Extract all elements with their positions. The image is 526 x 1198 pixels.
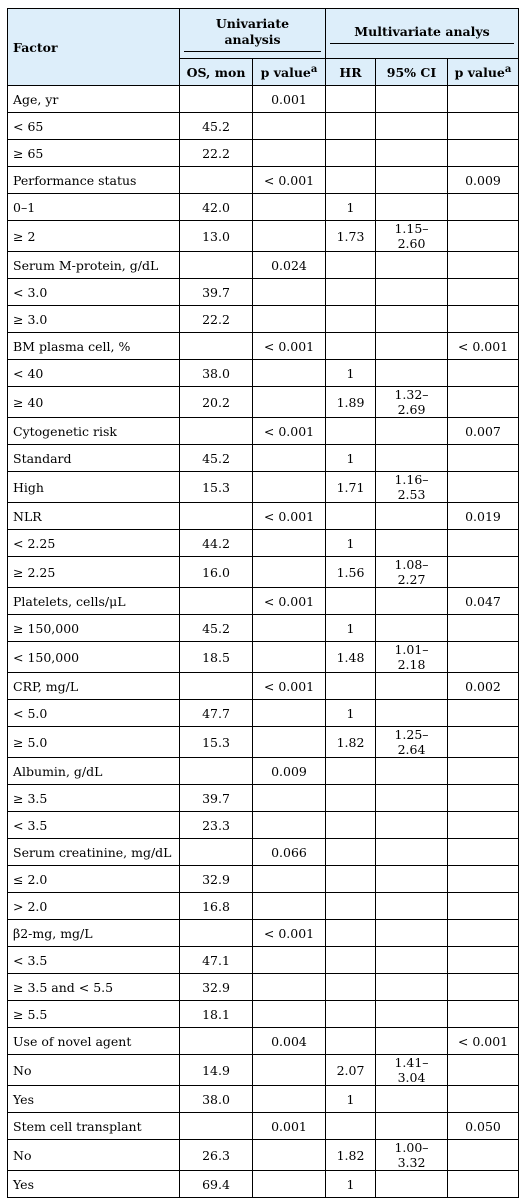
p-value-multi-label: p value [454, 64, 505, 80]
os-cell [180, 1028, 253, 1055]
os-cell: 45.2 [180, 445, 253, 472]
p-value-multi-cell [448, 893, 519, 920]
hr-cell: 1.89 [326, 387, 376, 418]
os-cell: 45.2 [180, 615, 253, 642]
table-row [8, 785, 519, 812]
p-value-cell [253, 360, 326, 387]
os-cell: 38.0 [180, 360, 253, 387]
table-row [8, 140, 519, 167]
p-value-cell [253, 113, 326, 140]
p-value-multi-cell [448, 866, 519, 893]
p-value-footnote: a [310, 63, 318, 75]
p-value-cell [253, 1140, 326, 1171]
p-value-cell [253, 530, 326, 557]
hr-cell: 1.56 [326, 557, 376, 588]
factor-cell: Cytogenetic risk [8, 418, 180, 445]
p-value-multi-cell [448, 557, 519, 588]
hr-cell [326, 333, 376, 360]
os-cell: 14.9 [180, 1055, 253, 1086]
table-row [8, 920, 519, 947]
ci-cell [376, 700, 448, 727]
factor-cell: ≥ 150,000 [8, 615, 180, 642]
factor-cell: < 3.0 [8, 279, 180, 306]
p-value-multi-cell [448, 1086, 519, 1113]
survival-table [7, 8, 519, 1198]
ci-cell [376, 974, 448, 1001]
os-cell: 15.3 [180, 727, 253, 758]
table-row [8, 866, 519, 893]
univariate-header-label: Univariate analysis [184, 16, 321, 52]
hr-cell: 1 [326, 700, 376, 727]
hr-cell [326, 1028, 376, 1055]
factor-cell: < 5.0 [8, 700, 180, 727]
hr-cell: 1 [326, 194, 376, 221]
p-value-cell [253, 785, 326, 812]
os-cell [180, 333, 253, 360]
hr-cell: 1 [326, 615, 376, 642]
p-value-cell [253, 642, 326, 673]
factor-cell: Serum M-protein, g/dL [8, 252, 180, 279]
table-row [8, 1001, 519, 1028]
hr-cell [326, 866, 376, 893]
os-cell: 22.2 [180, 140, 253, 167]
p-value-cell [253, 221, 326, 252]
ci-cell: 1.08–2.27 [376, 557, 448, 588]
p-value-header [253, 59, 326, 86]
os-header: OS, mon [180, 59, 253, 86]
hr-cell [326, 306, 376, 333]
ci-cell [376, 113, 448, 140]
table-row [8, 588, 519, 615]
table-row [8, 758, 519, 785]
multivariate-header [326, 9, 519, 59]
p-value-cell: < 0.001 [253, 673, 326, 700]
factor-cell: Age, yr [8, 86, 180, 113]
os-cell: 23.3 [180, 812, 253, 839]
p-value-cell: < 0.001 [253, 167, 326, 194]
ci-cell [376, 333, 448, 360]
p-value-cell [253, 1171, 326, 1198]
os-cell: 42.0 [180, 194, 253, 221]
os-cell [180, 920, 253, 947]
p-value-multi-cell [448, 839, 519, 866]
p-value-multi-cell: 0.002 [448, 673, 519, 700]
p-value-cell: 0.009 [253, 758, 326, 785]
ci-cell [376, 140, 448, 167]
p-value-cell [253, 306, 326, 333]
ci-cell [376, 1171, 448, 1198]
os-cell [180, 1113, 253, 1140]
ci-header: 95% CI [376, 59, 448, 86]
table-row [8, 1113, 519, 1140]
os-cell: 20.2 [180, 387, 253, 418]
factor-cell: BM plasma cell, % [8, 333, 180, 360]
ci-cell [376, 1001, 448, 1028]
p-value-cell [253, 140, 326, 167]
p-value-multi-footnote: a [504, 63, 512, 75]
table-row [8, 503, 519, 530]
os-cell [180, 418, 253, 445]
ci-cell [376, 86, 448, 113]
table-row [8, 812, 519, 839]
table-row [8, 445, 519, 472]
factor-cell: Albumin, g/dL [8, 758, 180, 785]
factor-cell: ≥ 5.0 [8, 727, 180, 758]
p-value-multi-cell [448, 700, 519, 727]
hr-cell: 1 [326, 445, 376, 472]
p-value-multi-cell [448, 1171, 519, 1198]
hr-cell [326, 1001, 376, 1028]
factor-cell: < 150,000 [8, 642, 180, 673]
p-value-cell [253, 866, 326, 893]
factor-cell: ≥ 65 [8, 140, 180, 167]
p-value-cell [253, 472, 326, 503]
factor-cell: β2-mg, mg/L [8, 920, 180, 947]
os-cell [180, 167, 253, 194]
p-value-cell [253, 194, 326, 221]
factor-cell: No [8, 1055, 180, 1086]
table-row [8, 642, 519, 673]
os-cell [180, 86, 253, 113]
os-cell: 47.7 [180, 700, 253, 727]
p-value-multi-cell [448, 974, 519, 1001]
hr-cell: 1 [326, 1171, 376, 1198]
ci-cell [376, 920, 448, 947]
factor-cell: 0–1 [8, 194, 180, 221]
os-cell: 44.2 [180, 530, 253, 557]
os-cell: 38.0 [180, 1086, 253, 1113]
table-row [8, 947, 519, 974]
factor-cell: ≥ 3.0 [8, 306, 180, 333]
ci-cell: 1.01–2.18 [376, 642, 448, 673]
p-value-multi-cell [448, 947, 519, 974]
p-value-multi-cell [448, 194, 519, 221]
p-value-cell: < 0.001 [253, 588, 326, 615]
p-value-multi-cell [448, 642, 519, 673]
hr-cell [326, 252, 376, 279]
os-cell: 32.9 [180, 974, 253, 1001]
factor-cell: Standard [8, 445, 180, 472]
table-container [7, 8, 519, 1198]
ci-cell [376, 785, 448, 812]
ci-cell [376, 588, 448, 615]
hr-cell [326, 839, 376, 866]
p-value-multi-cell: 0.019 [448, 503, 519, 530]
hr-cell: 1.82 [326, 1140, 376, 1171]
hr-cell [326, 140, 376, 167]
p-value-multi-cell [448, 221, 519, 252]
hr-cell [326, 785, 376, 812]
factor-cell: > 2.0 [8, 893, 180, 920]
p-value-multi-cell [448, 1055, 519, 1086]
ci-cell [376, 418, 448, 445]
multivariate-header-label: Multivariate analys [330, 24, 514, 44]
table-row [8, 194, 519, 221]
hr-cell: 1 [326, 360, 376, 387]
p-value-cell [253, 1055, 326, 1086]
ci-cell: 1.16–2.53 [376, 472, 448, 503]
p-value-cell [253, 727, 326, 758]
hr-cell: 1.71 [326, 472, 376, 503]
p-value-multi-cell [448, 86, 519, 113]
p-value-cell [253, 812, 326, 839]
hr-cell [326, 167, 376, 194]
p-value-cell: 0.001 [253, 86, 326, 113]
os-cell: 22.2 [180, 306, 253, 333]
p-value-cell [253, 279, 326, 306]
factor-cell: ≥ 5.5 [8, 1001, 180, 1028]
table-row [8, 615, 519, 642]
p-value-cell [253, 1086, 326, 1113]
p-value-multi-cell [448, 530, 519, 557]
p-value-multi-header [448, 59, 519, 86]
factor-cell: < 3.5 [8, 947, 180, 974]
hr-cell [326, 113, 376, 140]
p-value-multi-cell: 0.007 [448, 418, 519, 445]
table-row [8, 893, 519, 920]
ci-cell [376, 360, 448, 387]
hr-cell [326, 974, 376, 1001]
p-value-multi-cell [448, 615, 519, 642]
factor-cell: ≥ 2.25 [8, 557, 180, 588]
p-value-cell [253, 947, 326, 974]
os-cell: 39.7 [180, 785, 253, 812]
hr-cell [326, 86, 376, 113]
ci-cell [376, 673, 448, 700]
table-row [8, 1055, 519, 1086]
os-cell: 13.0 [180, 221, 253, 252]
p-value-cell: < 0.001 [253, 503, 326, 530]
factor-cell: ≥ 2 [8, 221, 180, 252]
factor-cell: ≥ 3.5 [8, 785, 180, 812]
p-value-multi-cell [448, 785, 519, 812]
hr-cell: 1 [326, 530, 376, 557]
table-row [8, 333, 519, 360]
table-row [8, 530, 519, 557]
os-cell: 15.3 [180, 472, 253, 503]
hr-cell [326, 920, 376, 947]
ci-cell [376, 1113, 448, 1140]
ci-cell [376, 893, 448, 920]
p-value-multi-cell [448, 306, 519, 333]
univariate-header [180, 9, 326, 59]
p-value-multi-cell [448, 387, 519, 418]
ci-cell [376, 306, 448, 333]
p-value-multi-cell [448, 472, 519, 503]
hr-cell [326, 279, 376, 306]
os-cell: 18.1 [180, 1001, 253, 1028]
factor-cell: High [8, 472, 180, 503]
factor-header: Factor [8, 9, 180, 86]
table-row [8, 279, 519, 306]
hr-cell: 2.07 [326, 1055, 376, 1086]
p-value-label: p value [260, 64, 311, 80]
os-cell: 26.3 [180, 1140, 253, 1171]
hr-cell: 1.48 [326, 642, 376, 673]
p-value-cell [253, 387, 326, 418]
p-value-multi-cell [448, 140, 519, 167]
table-row [8, 221, 519, 252]
os-cell: 16.0 [180, 557, 253, 588]
table-body [8, 86, 519, 1198]
os-cell [180, 839, 253, 866]
p-value-cell: 0.001 [253, 1113, 326, 1140]
p-value-cell [253, 893, 326, 920]
factor-cell: Yes [8, 1086, 180, 1113]
table-row [8, 839, 519, 866]
factor-cell: < 3.5 [8, 812, 180, 839]
ci-cell [376, 615, 448, 642]
factor-cell: Performance status [8, 167, 180, 194]
table-row [8, 1171, 519, 1198]
table-row [8, 306, 519, 333]
hr-cell: 1 [326, 1086, 376, 1113]
ci-cell: 1.00–3.32 [376, 1140, 448, 1171]
os-cell [180, 252, 253, 279]
ci-cell [376, 812, 448, 839]
table-row [8, 360, 519, 387]
os-cell: 69.4 [180, 1171, 253, 1198]
table-row [8, 1028, 519, 1055]
os-cell: 47.1 [180, 947, 253, 974]
p-value-multi-cell: 0.047 [448, 588, 519, 615]
ci-cell: 1.25–2.64 [376, 727, 448, 758]
os-cell [180, 588, 253, 615]
ci-cell: 1.41–3.04 [376, 1055, 448, 1086]
factor-cell: ≥ 3.5 and < 5.5 [8, 974, 180, 1001]
table-row [8, 1086, 519, 1113]
table-row [8, 387, 519, 418]
p-value-cell: < 0.001 [253, 418, 326, 445]
p-value-cell: 0.024 [253, 252, 326, 279]
factor-cell: ≥ 40 [8, 387, 180, 418]
p-value-cell: 0.004 [253, 1028, 326, 1055]
os-cell: 16.8 [180, 893, 253, 920]
p-value-cell: 0.066 [253, 839, 326, 866]
ci-cell [376, 279, 448, 306]
os-cell: 45.2 [180, 113, 253, 140]
table-row [8, 700, 519, 727]
os-cell [180, 503, 253, 530]
factor-cell: NLR [8, 503, 180, 530]
p-value-multi-cell [448, 1140, 519, 1171]
ci-cell [376, 530, 448, 557]
factor-cell: Stem cell transplant [8, 1113, 180, 1140]
table-row [8, 727, 519, 758]
factor-cell: < 65 [8, 113, 180, 140]
hr-cell [326, 418, 376, 445]
p-value-cell: < 0.001 [253, 920, 326, 947]
hr-cell [326, 673, 376, 700]
hr-cell: 1.82 [326, 727, 376, 758]
p-value-multi-cell [448, 252, 519, 279]
ci-cell [376, 167, 448, 194]
p-value-multi-cell [448, 758, 519, 785]
table-row [8, 113, 519, 140]
hr-cell: 1.73 [326, 221, 376, 252]
p-value-cell [253, 1001, 326, 1028]
p-value-multi-cell [448, 812, 519, 839]
hr-cell [326, 947, 376, 974]
ci-cell: 1.32–2.69 [376, 387, 448, 418]
ci-cell [376, 839, 448, 866]
ci-cell: 1.15–2.60 [376, 221, 448, 252]
factor-cell: CRP, mg/L [8, 673, 180, 700]
p-value-cell [253, 700, 326, 727]
table-row [8, 472, 519, 503]
ci-cell [376, 758, 448, 785]
p-value-multi-cell [448, 727, 519, 758]
ci-cell [376, 1086, 448, 1113]
os-cell: 32.9 [180, 866, 253, 893]
table-row [8, 1140, 519, 1171]
factor-cell: Serum creatinine, mg/dL [8, 839, 180, 866]
factor-cell: < 40 [8, 360, 180, 387]
table-row [8, 167, 519, 194]
p-value-multi-cell: < 0.001 [448, 333, 519, 360]
hr-cell [326, 1113, 376, 1140]
factor-cell: < 2.25 [8, 530, 180, 557]
table-row [8, 974, 519, 1001]
p-value-multi-cell: < 0.001 [448, 1028, 519, 1055]
os-cell: 18.5 [180, 642, 253, 673]
os-cell [180, 673, 253, 700]
hr-cell [326, 893, 376, 920]
hr-cell [326, 812, 376, 839]
p-value-multi-cell [448, 113, 519, 140]
table-row [8, 418, 519, 445]
p-value-cell [253, 557, 326, 588]
p-value-multi-cell [448, 445, 519, 472]
ci-cell [376, 194, 448, 221]
table-row [8, 86, 519, 113]
p-value-multi-cell: 0.050 [448, 1113, 519, 1140]
table-row [8, 252, 519, 279]
factor-cell: ≤ 2.0 [8, 866, 180, 893]
ci-cell [376, 445, 448, 472]
ci-cell [376, 252, 448, 279]
p-value-cell [253, 615, 326, 642]
factor-cell: Platelets, cells/μL [8, 588, 180, 615]
os-cell: 39.7 [180, 279, 253, 306]
p-value-multi-cell: 0.009 [448, 167, 519, 194]
table-row [8, 673, 519, 700]
ci-cell [376, 866, 448, 893]
p-value-multi-cell [448, 1001, 519, 1028]
p-value-multi-cell [448, 279, 519, 306]
hr-cell [326, 503, 376, 530]
ci-cell [376, 947, 448, 974]
os-cell [180, 758, 253, 785]
p-value-multi-cell [448, 360, 519, 387]
hr-cell [326, 588, 376, 615]
p-value-multi-cell [448, 920, 519, 947]
table-row [8, 557, 519, 588]
hr-cell [326, 758, 376, 785]
ci-cell [376, 503, 448, 530]
factor-cell: Use of novel agent [8, 1028, 180, 1055]
factor-cell: No [8, 1140, 180, 1171]
header-row-1 [8, 9, 519, 59]
p-value-cell [253, 974, 326, 1001]
p-value-cell [253, 445, 326, 472]
p-value-cell: < 0.001 [253, 333, 326, 360]
ci-cell [376, 1028, 448, 1055]
factor-cell: Yes [8, 1171, 180, 1198]
hr-header: HR [326, 59, 376, 86]
